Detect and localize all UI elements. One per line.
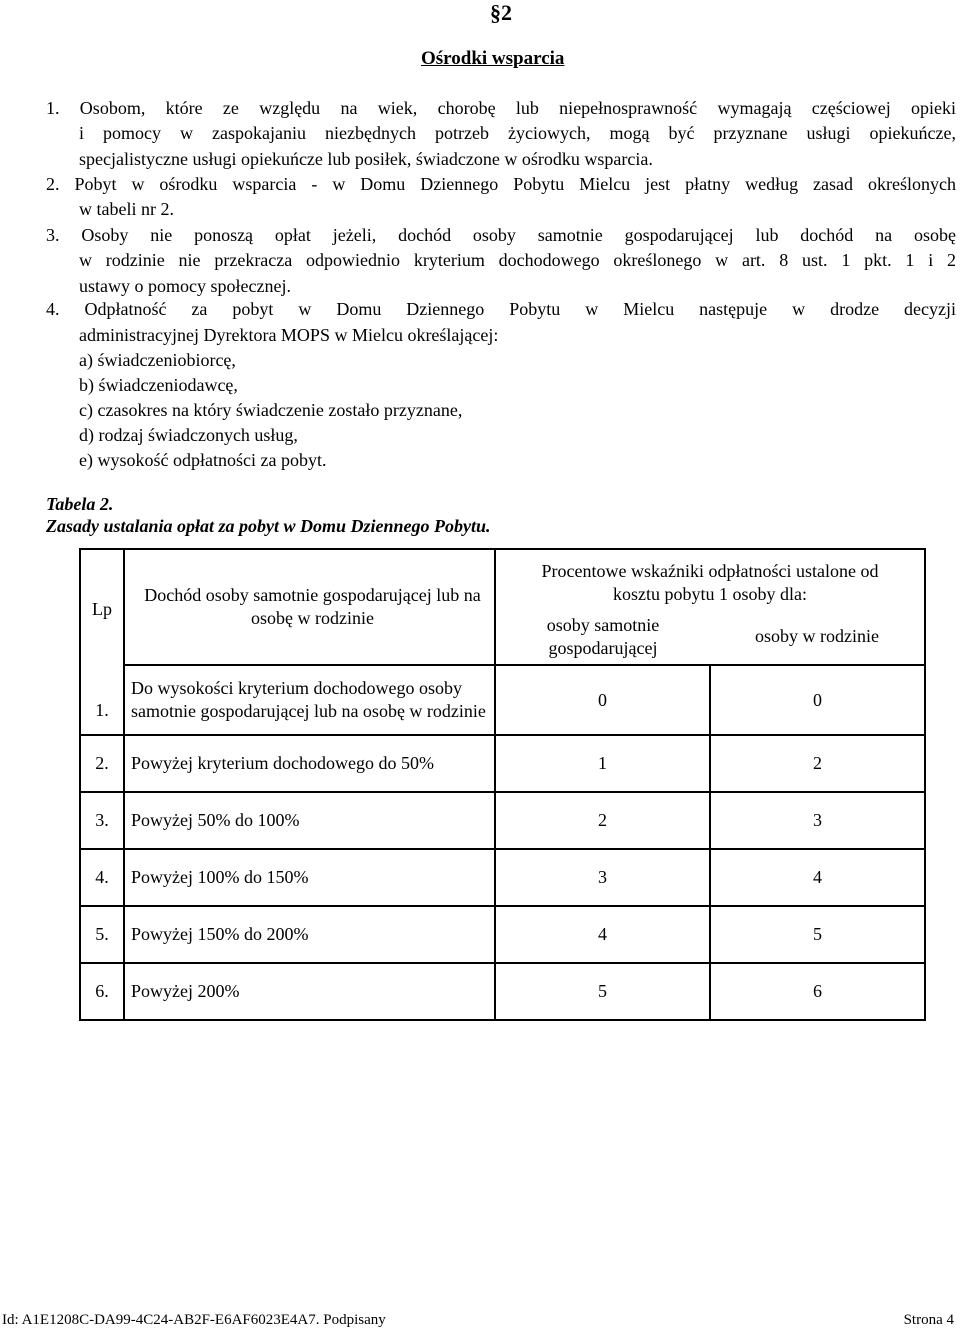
table-row (80, 849, 925, 906)
row-lp: 5. (80, 906, 124, 963)
row-single: 1 (495, 735, 710, 792)
footer-page-number: Strona 4 (903, 1312, 954, 1328)
row-family: 0 (710, 665, 925, 735)
row-desc: Do wysokości kryterium dochodowego osoby samotnie gospodarującej lub na osobę w rodzinie (124, 665, 495, 735)
table-row (80, 665, 925, 735)
header-percent (495, 549, 925, 665)
row-family: 3 (710, 792, 925, 849)
paragraph-3-line-1: 3. Osoby nie ponoszą opłat jeżeli, dochód osoby samotnie gospodarującej lub dochód na osobę (46, 225, 956, 245)
list-item: e) wysokość odpłatności za pobyt. (79, 450, 327, 470)
row-single: 3 (495, 849, 710, 906)
row-family: 6 (710, 963, 925, 1020)
header-lp-label: Lp (92, 599, 112, 619)
section-number: §2 (490, 0, 512, 25)
row-desc: Powyżej 200% (124, 963, 495, 1020)
row-lp: 1. (95, 700, 109, 720)
row-family: 4 (710, 849, 925, 906)
paragraph-1-line-1: 1. Osobom, które ze względu na wiek, chorobę lub niepełnosprawność wymagają częściowej opieki (46, 98, 956, 118)
row-single: 0 (495, 665, 710, 735)
fees-table (79, 548, 926, 1021)
row-single: 4 (495, 906, 710, 963)
table-row (80, 906, 925, 963)
header-family: osoby w rodzinie (755, 626, 879, 646)
list-item: a) świadczeniobiorcę, (79, 350, 236, 370)
row-lp: 3. (80, 792, 124, 849)
table-row (80, 963, 925, 1020)
row-desc: Powyżej 100% do 150% (124, 849, 495, 906)
page-title: Ośrodki wsparcia (421, 48, 565, 69)
paragraph-3-line-3: ustawy o pomocy społecznej. (79, 276, 291, 296)
paragraph-4-line-2: administracyjnej Dyrektora MOPS w Mielcu określającej: (79, 325, 499, 345)
paragraph-3-line-2: w rodzinie nie przekracza odpowiednio kryterium dochodowego określonego w art. 8 ust. 1 pkt. 1 i 2 (79, 250, 956, 270)
header-single: osoby samotnie gospodarującej (546, 615, 660, 658)
row-lp: 4. (80, 849, 124, 906)
paragraph-1-line-3: specjalistyczne usługi opiekuńcze lub posiłek, świadczone w ośrodku wsparcia. (79, 149, 653, 169)
paragraph-2-line-2: w tabeli nr 2. (79, 199, 174, 219)
table-caption-label: Tabela 2. (46, 494, 114, 514)
list-item: b) świadczeniodawcę, (79, 375, 238, 395)
list-item: d) rodzaj świadczonych usług, (79, 425, 298, 445)
table-row (80, 735, 925, 792)
table-caption-title: Zasady ustalania opłat za pobyt w Domu Dziennego Pobytu. (46, 516, 491, 536)
table-row (80, 792, 925, 849)
row-single: 5 (495, 963, 710, 1020)
row-desc: Powyżej kryterium dochodowego do 50% (124, 735, 495, 792)
row-lp: 2. (80, 735, 124, 792)
row-single: 2 (495, 792, 710, 849)
list-item: c) czasokres na który świadczenie zostało przyznane, (79, 400, 463, 420)
footer-document-id: Id: A1E1208C-DA99-4C24-AB2F-E6AF6023E4A7. Podpisany (2, 1312, 386, 1328)
row-family: 2 (710, 735, 925, 792)
table-header-row (80, 549, 925, 665)
row-lp: 6. (80, 963, 124, 1020)
row-desc: Powyżej 150% do 200% (124, 906, 495, 963)
row-family: 5 (710, 906, 925, 963)
row-desc: Powyżej 50% do 100% (124, 792, 495, 849)
header-income: Dochód osoby samotnie gospodarującej lub na osobę w rodzinie (124, 549, 495, 665)
paragraph-2-line-1: 2. Pobyt w ośrodku wsparcia - w Domu Dziennego Pobytu Mielcu jest płatny według zasad określonych (46, 174, 956, 194)
paragraph-1-line-2: i pomocy w zaspokajaniu niezbędnych potrzeb życiowych, mogą być przyznane usługi opiekuńcze, (79, 123, 956, 143)
header-lp (80, 549, 124, 735)
paragraph-4-line-1: 4. Odpłatność za pobyt w Domu Dziennego Pobytu w Mielcu następuje w drodze decyzji (46, 299, 956, 319)
header-percent-group: Procentowe wskaźniki odpłatności ustalone od kosztu pobytu 1 osoby dla: (541, 561, 879, 604)
